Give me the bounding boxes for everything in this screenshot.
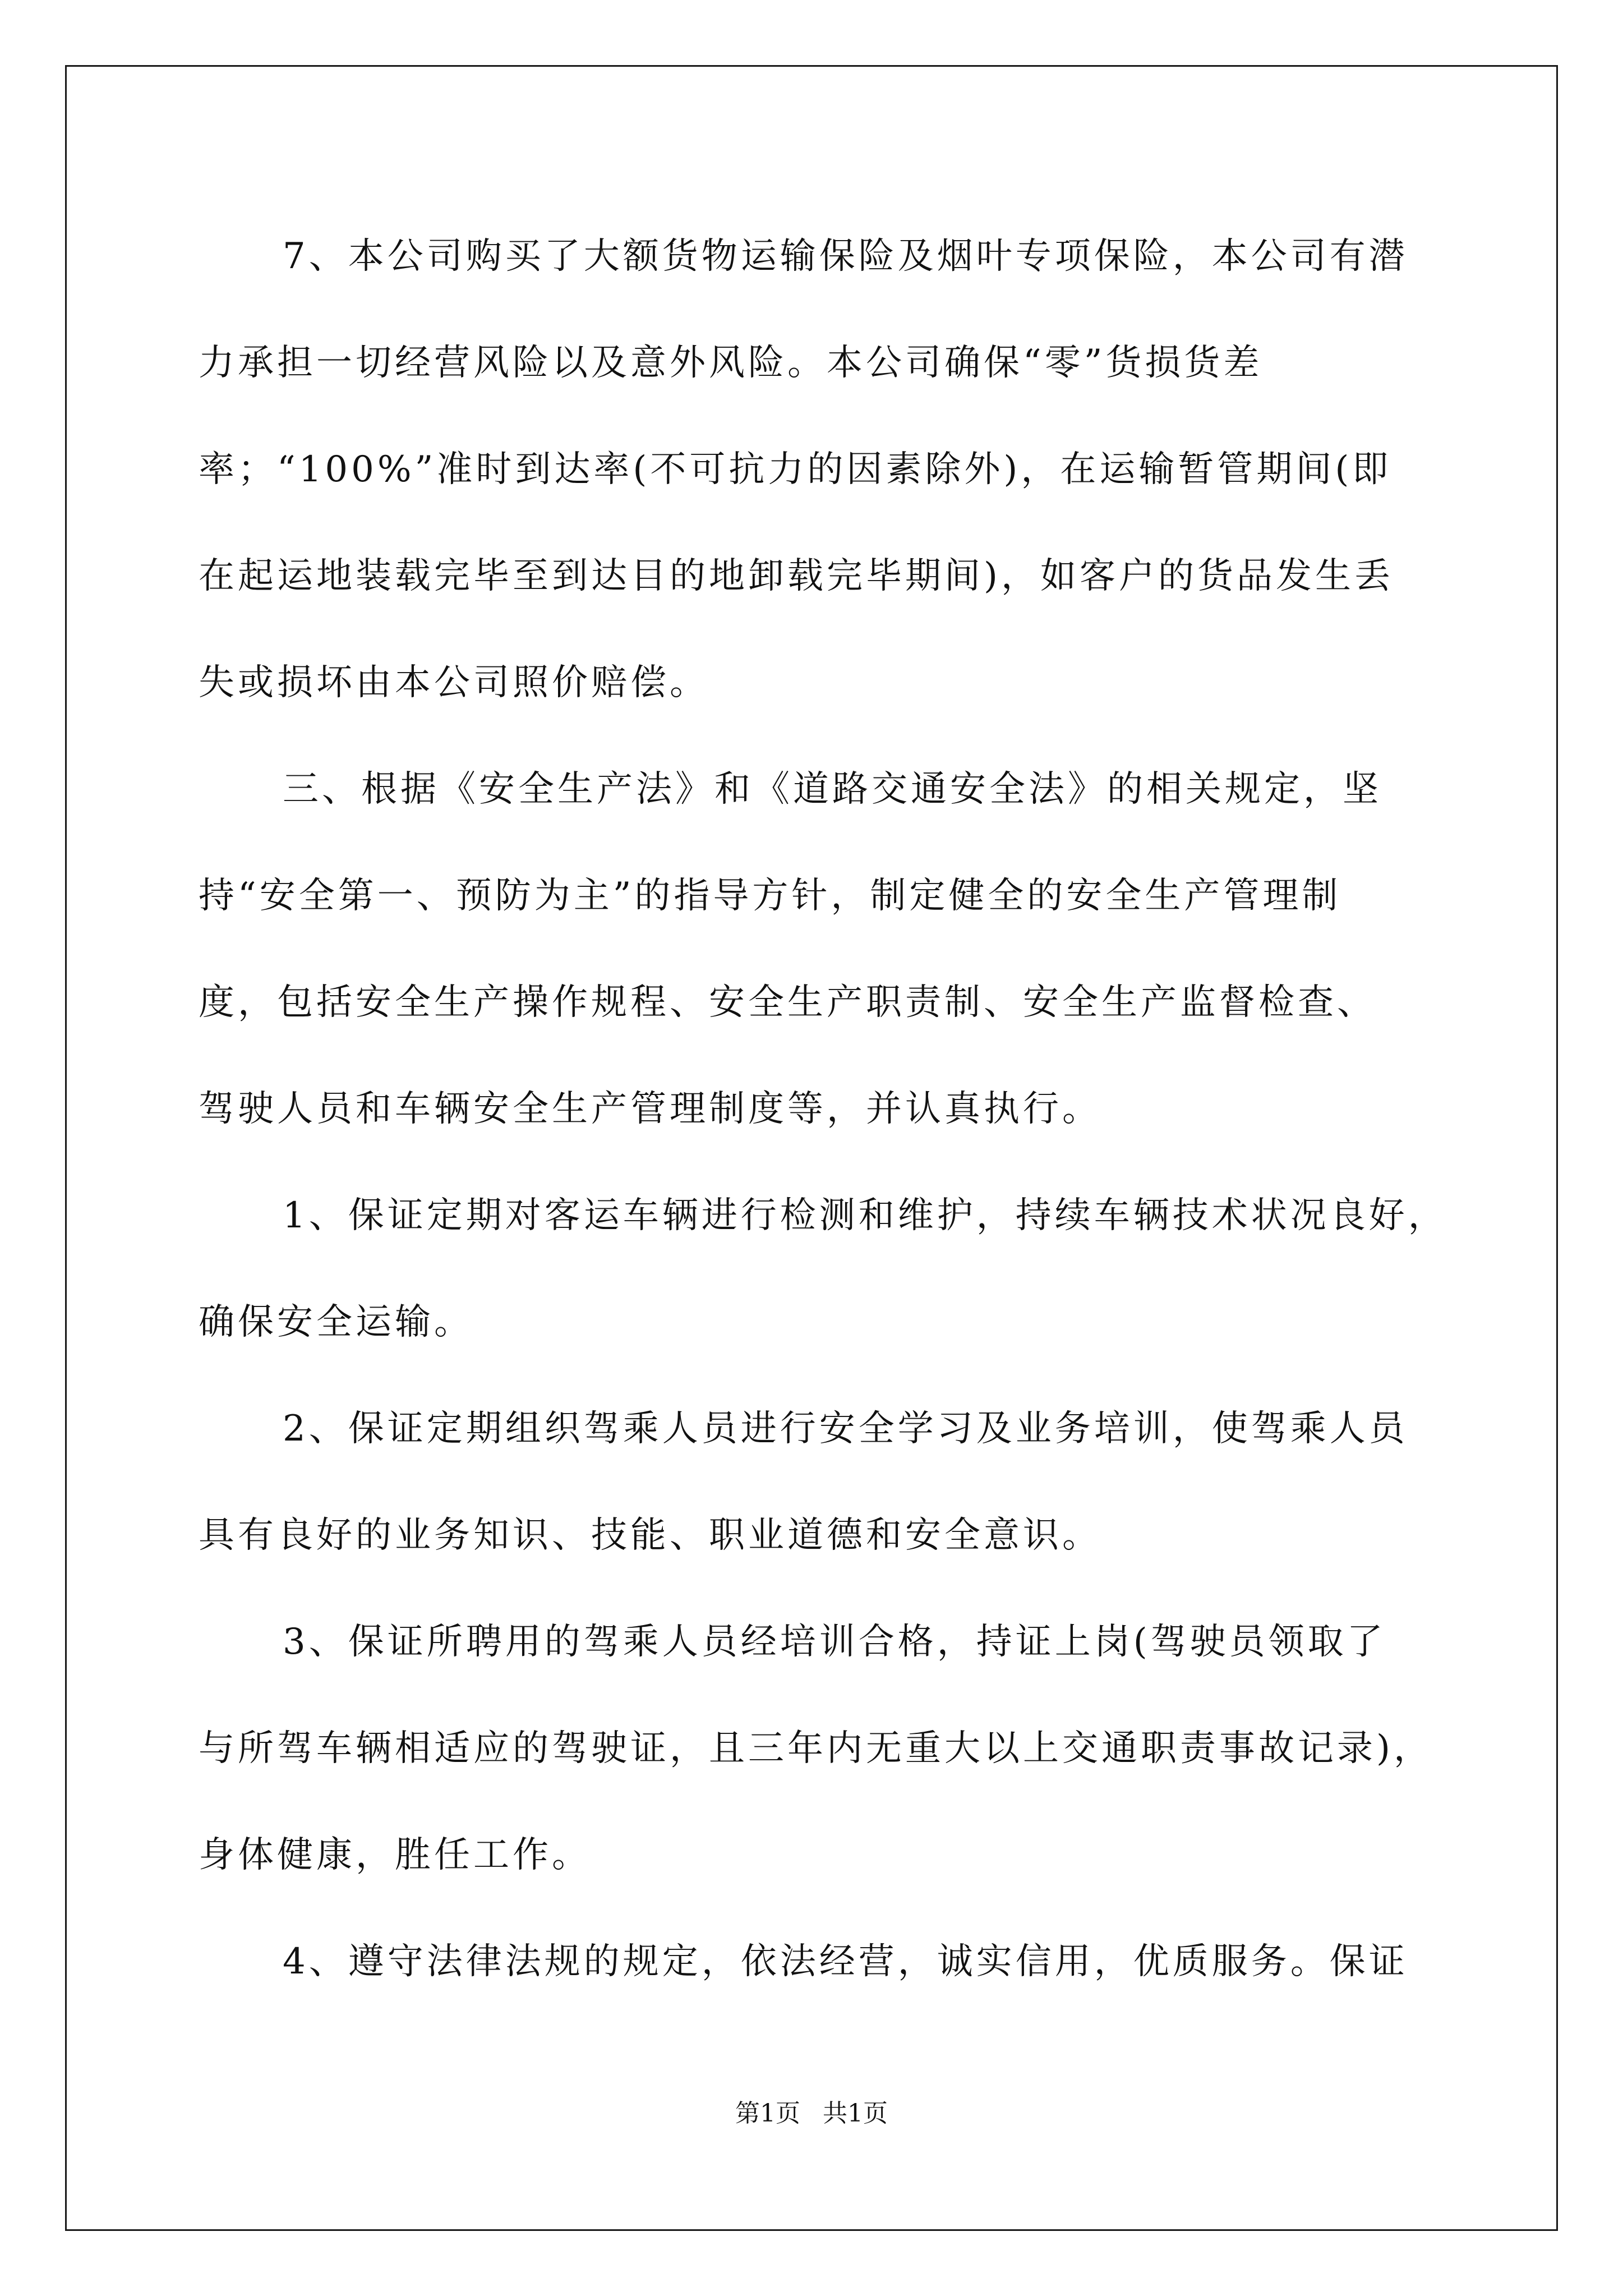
item-3-line-2: 与所驾车辆相适应的驾驶证，且三年内无重大以上交通职责事故记录)， [199, 1728, 1433, 1769]
section-3-line-4: 驾驶人员和车辆安全生产管理制度等，并认真执行。 [199, 1088, 1101, 1130]
document-body [199, 203, 1447, 2015]
section-3-line-1: 三、根据《安全生产法》和《道路交通安全法》的相关规定，坚 [283, 769, 1382, 810]
item-1-line-1: 1、保证定期对客运车辆进行检测和维护，持续车辆技术状况良好， [283, 1195, 1447, 1236]
item-2-line-2: 具有良好的业务知识、技能、职业道德和安全意识。 [199, 1515, 1101, 1556]
page-number-current: 第1页 [735, 2099, 800, 2128]
paragraph-7-line-5: 失或损坏由本公司照价赔偿。 [199, 662, 709, 703]
item-2-line-1: 2、保证定期组织驾乘人员进行安全学习及业务培训，使驾乘人员 [283, 1408, 1408, 1450]
item-1-line-2: 确保安全运输。 [199, 1301, 473, 1343]
item-4-line-1: 4、遵守法律法规的规定，依法经营，诚实信用，优质服务。保证 [283, 1941, 1408, 1982]
item-3-line-3: 身体健康，胜任工作。 [199, 1834, 591, 1876]
item-3-line-1: 3、保证所聘用的驾乘人员经培训合格，持证上岗(驾驶员领取了 [283, 1621, 1386, 1663]
paragraph-7-line-4: 在起运地装载完毕至到达目的地卸载完毕期间)，如客户的货品发生丢 [199, 555, 1394, 597]
section-3-line-2: 持“安全第一、预防为主”的指导方针，制定健全的安全生产管理制 [199, 875, 1341, 917]
paragraph-7-line-1: 7、本公司购买了大额货物运输保险及烟叶专项保险，本公司有潜 [283, 236, 1408, 277]
page-footer [0, 2097, 1623, 2131]
section-3-line-3: 度，包括安全生产操作规程、安全生产职责制、安全生产监督检查、 [199, 982, 1376, 1023]
page-number-total: 共1页 [823, 2099, 888, 2128]
paragraph-7-line-3: 率；“100%”准时到达率(不可抗力的因素除外)，在运输暂管期间(即 [199, 449, 1392, 490]
paragraph-7-line-2: 力承担一切经营风险以及意外风险。本公司确保“零”货损货差 [199, 342, 1263, 384]
